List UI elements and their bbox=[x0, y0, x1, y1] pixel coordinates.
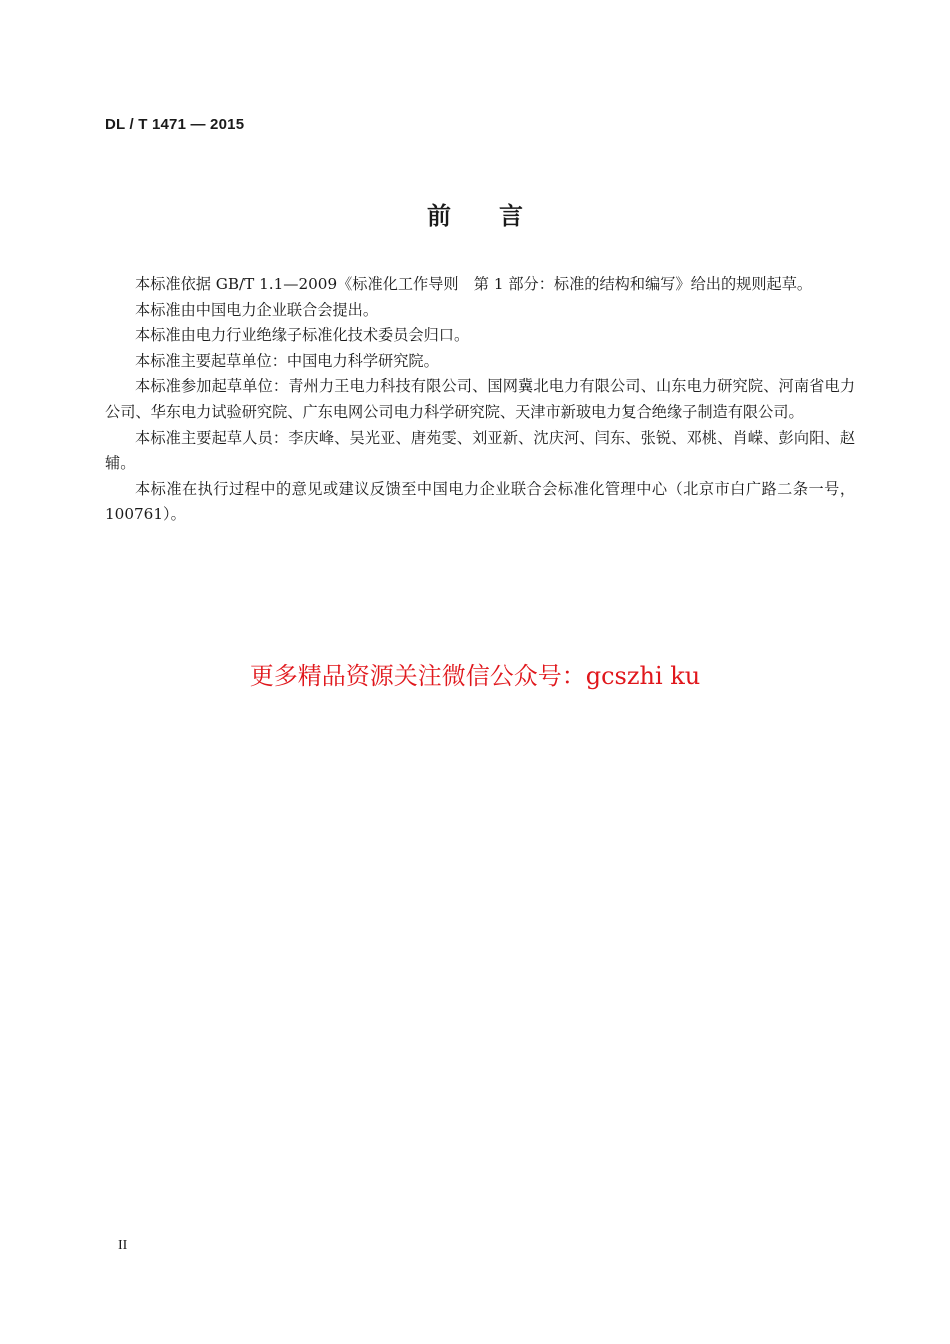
paragraph-main-drafters: 本标准主要起草人员：李庆峰、吴光亚、唐苑雯、刘亚新、沈庆河、闫东、张锐、邓桃、肖嵘、彭向阳、赵辅。 bbox=[105, 428, 855, 473]
page-title: 前言 bbox=[427, 202, 571, 230]
foreword-body bbox=[105, 272, 855, 528]
paragraph-administrator: 本标准由电力行业绝缘子标准化技术委员会归口。 bbox=[135, 326, 470, 345]
paragraph-main-drafting-unit: 本标准主要起草单位：中国电力科学研究院。 bbox=[135, 351, 439, 370]
paragraph-feedback: 本标准在执行过程中的意见或建议反馈至中国电力企业联合会标准化管理中心（北京市白广路二条一号，100761）。 bbox=[105, 479, 855, 524]
watermark-text: 更多精品资源关注微信公众号：gcszhi ku bbox=[249, 662, 701, 690]
paragraph-participating-units: 本标准参加起草单位：青州力王电力科技有限公司、国网冀北电力有限公司、山东电力研究院、河南省电力公司、华东电力试验研究院、广东电网公司电力科学研究院、天津市新玻电力复合绝缘子制造有限公司。 bbox=[105, 377, 855, 421]
standard-code: DL / T 1471 — 2015 bbox=[105, 116, 245, 133]
page-number: II bbox=[118, 1238, 128, 1253]
paragraph-drafting-rules: 本标准依据 GB/T 1.1—2009《标准化工作导则 第 1 部分：标准的结构和编写》给出的规则起草。 bbox=[135, 275, 813, 293]
paragraph-proposer: 本标准由中国电力企业联合会提出。 bbox=[135, 300, 378, 319]
